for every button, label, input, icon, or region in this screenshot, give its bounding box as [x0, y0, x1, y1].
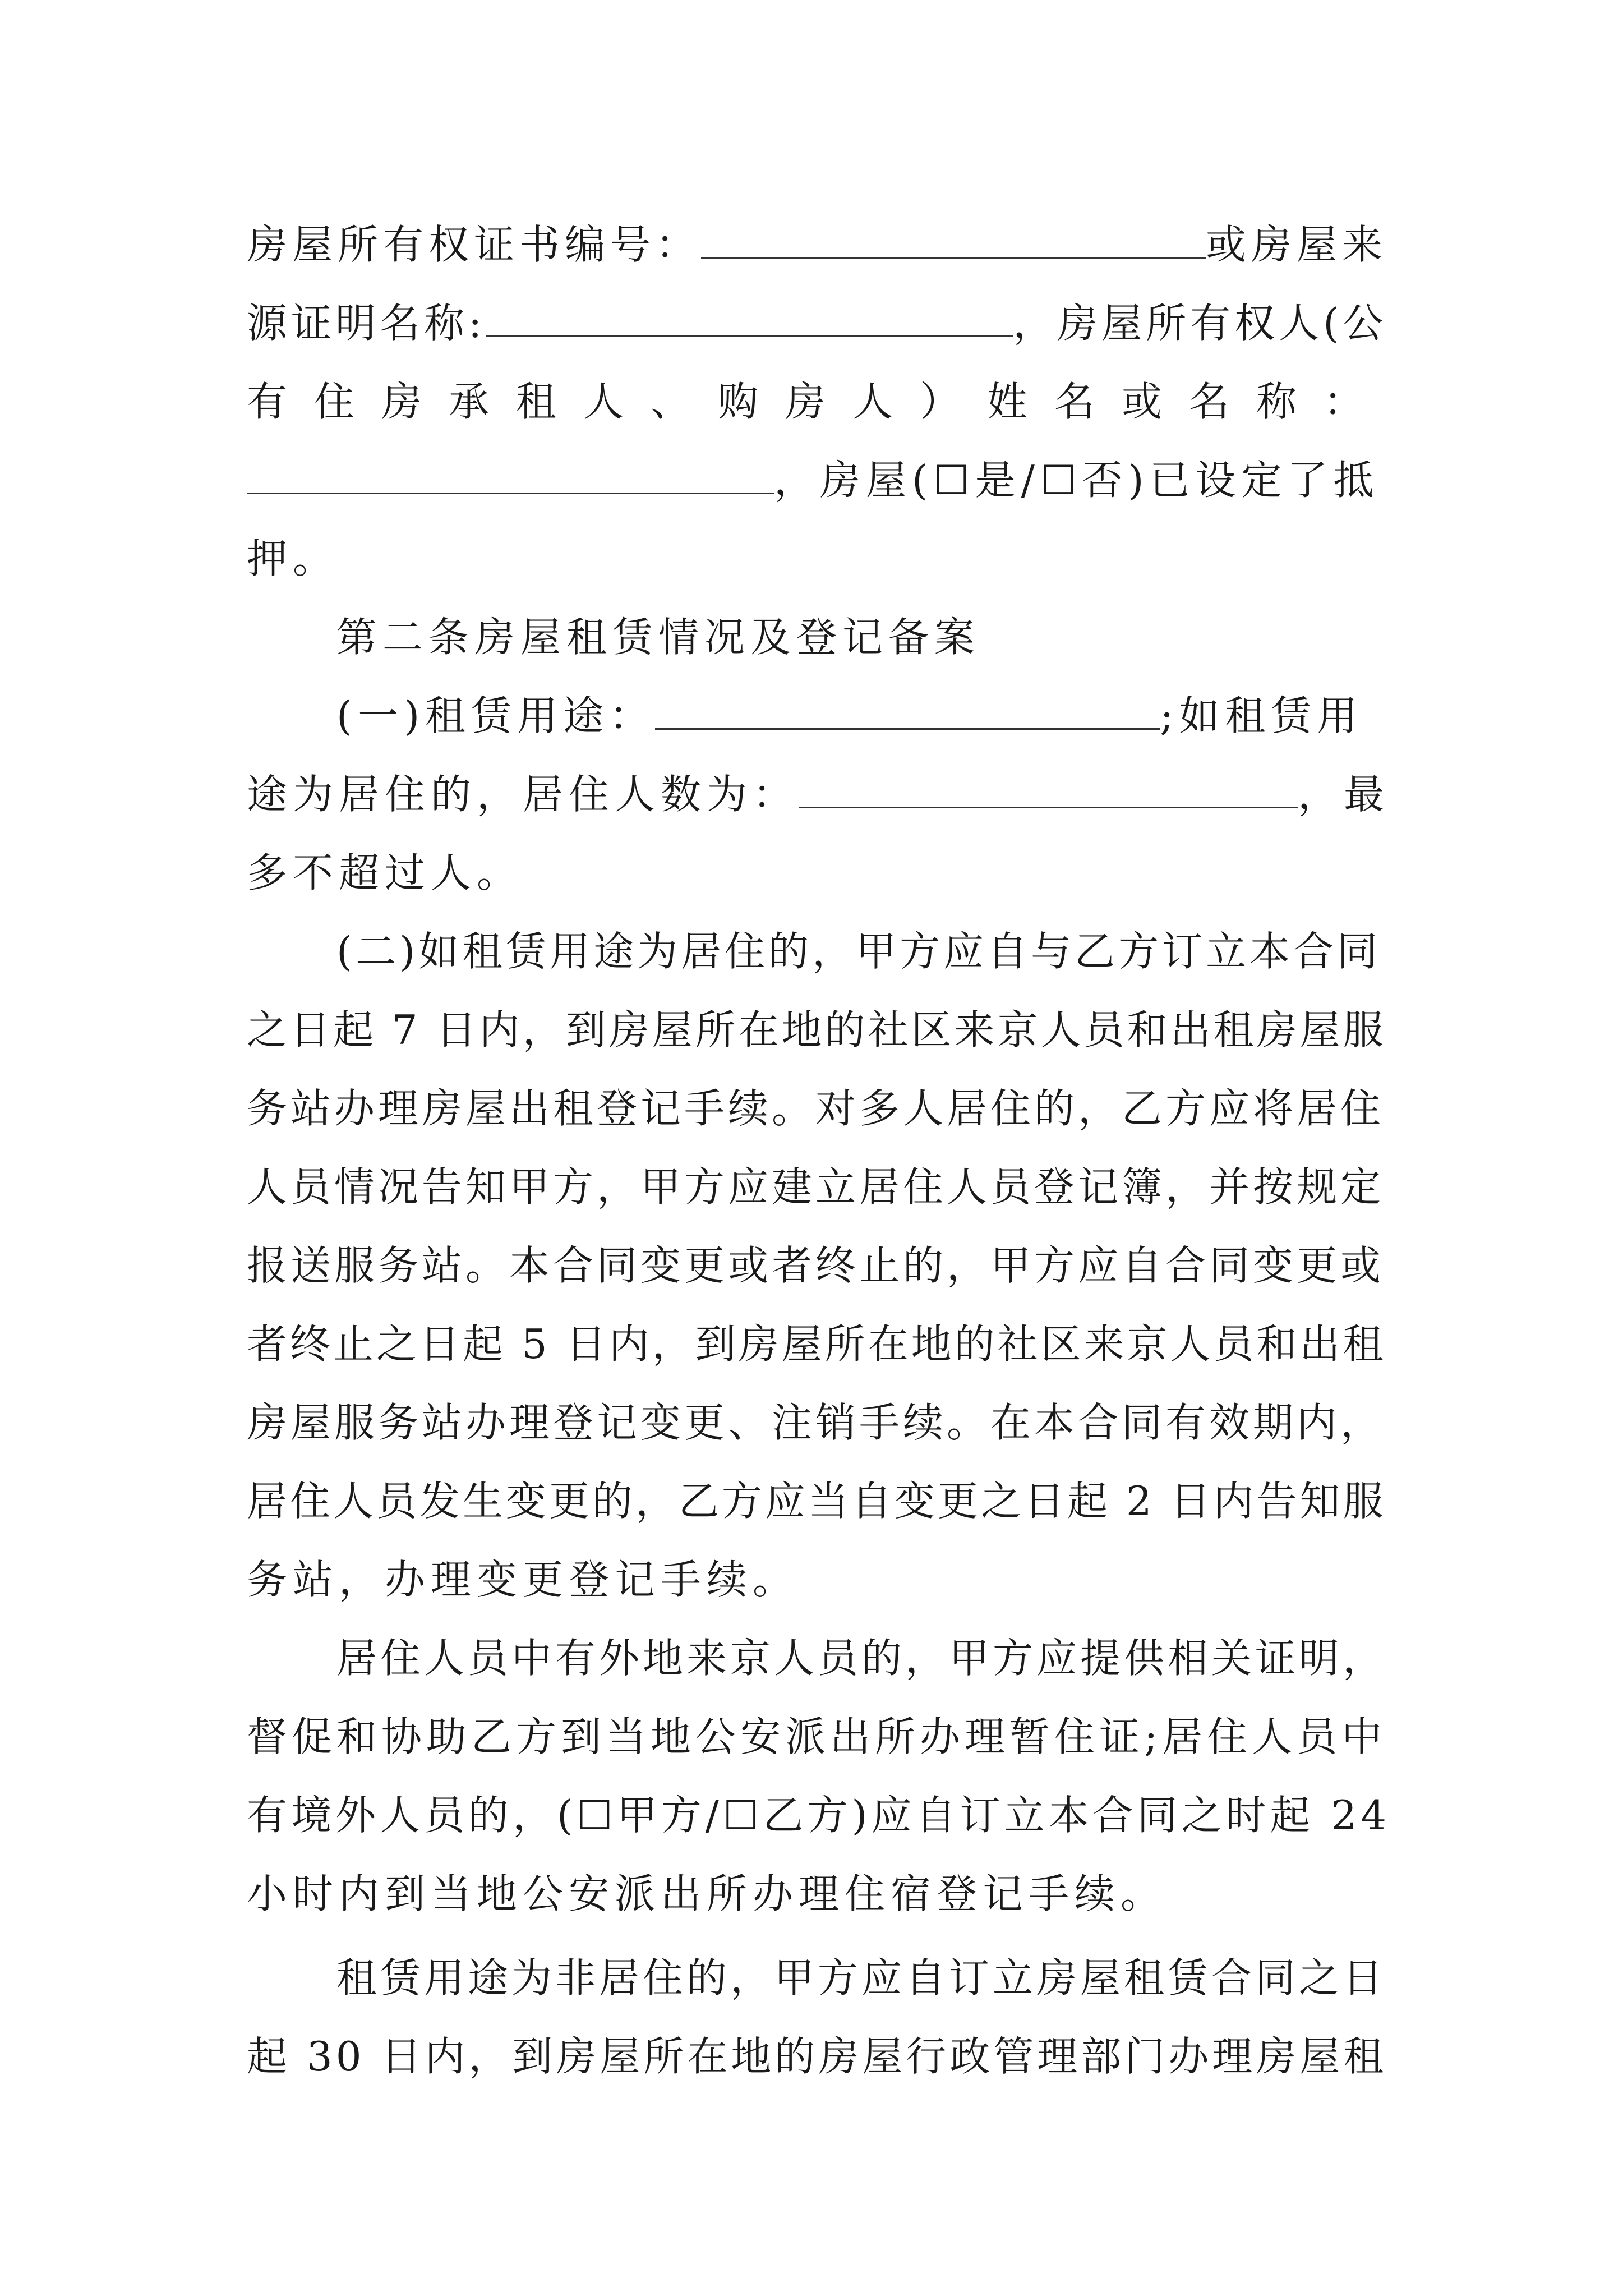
text-fragment: 务站办理房屋出租登记手续。对多人居住的，乙方应将居住 — [247, 1085, 1385, 1132]
text-line — [247, 1148, 1391, 1226]
text-fragment: 人员情况告知甲方，甲方应建立居住人员登记簿，并按规定 — [247, 1163, 1385, 1211]
text-fragment: 房屋服务站办理登记变更、注销手续。在本合同有效期内， — [247, 1399, 1385, 1446]
text-line — [247, 1697, 1391, 1776]
text-fragment: ;如租赁用 — [1160, 692, 1363, 739]
text-fragment: ，房屋所有权人(公 — [1013, 300, 1387, 347]
text-line — [247, 519, 1391, 598]
text-line — [336, 1939, 1391, 2017]
source-proof-label: 源证明名称: — [247, 300, 486, 347]
text-line — [247, 1462, 1391, 1540]
text-line — [247, 1383, 1391, 1462]
text-fragment: 租赁用途为非居住的，甲方应自订立房屋租赁合同之日 — [336, 1954, 1387, 2001]
text-fragment: 或房屋来 — [1206, 221, 1388, 268]
owner-name-label: 有住房承租人、购房人）姓名或名称： — [247, 378, 1391, 425]
lease-purpose-blank[interactable] — [655, 689, 1160, 730]
text-line — [247, 1226, 1391, 1305]
text-fragment: ，最 — [1298, 771, 1390, 818]
occupant-count-label: 途为居住的，居住人数为： — [247, 771, 799, 818]
text-line — [247, 1776, 1391, 1855]
text-line — [247, 362, 1391, 441]
text-fragment: (二)如租赁用途为居住的，甲方应自与乙方订立本合同 — [336, 928, 1381, 975]
text-line — [247, 991, 1391, 1069]
text-line — [247, 1540, 1391, 1619]
text-fragment: 居住人员发生变更的，乙方应当自变更之日起 2 日内告知服 — [247, 1478, 1386, 1525]
mortgage-text: ，房屋(☐是/☐否)已设定了抵 — [774, 457, 1380, 504]
text-line — [247, 1069, 1391, 1148]
text-line — [247, 755, 1391, 834]
text-fragment: 押。 — [247, 535, 339, 582]
text-fragment: 多不超过人。 — [247, 849, 523, 896]
text-fragment: 小时内到当地公安派出所办理住宿登记手续。 — [247, 1870, 1167, 1917]
heading-text: 第二条房屋租赁情况及登记备案 — [336, 614, 981, 661]
text-fragment: 居住人员中有外地来京人员的，甲方应提供相关证明， — [336, 1635, 1387, 1682]
occupant-count-blank[interactable] — [799, 767, 1298, 808]
text-fragment: 者终止之日起 5 日内，到房屋所在地的社区来京人员和出租 — [247, 1320, 1386, 1368]
text-fragment: 起 30 日内，到房屋所在地的房屋行政管理部门办理房屋租 — [247, 2033, 1387, 2080]
text-line — [336, 1619, 1391, 1697]
text-line — [336, 677, 1391, 755]
certificate-number-label: 房屋所有权证书编号： — [247, 221, 702, 268]
lease-purpose-label: (一)租赁用途： — [336, 692, 656, 739]
source-proof-blank[interactable] — [486, 296, 1013, 337]
text-line — [247, 1855, 1391, 1933]
text-line — [247, 834, 1391, 912]
text-fragment: 有境外人员的，(☐甲方/☐乙方)应自订立本合同之时起 24 — [247, 1792, 1391, 1839]
owner-name-blank[interactable] — [247, 453, 774, 494]
section-heading — [336, 598, 1391, 677]
text-line — [247, 2017, 1391, 2096]
text-fragment: 报送服务站。本合同变更或者终止的，甲方应自合同变更或 — [247, 1242, 1385, 1289]
text-line — [247, 284, 1391, 362]
text-line — [336, 912, 1391, 991]
text-line — [247, 205, 1391, 284]
text-fragment: 督促和协助乙方到当地公安派出所办理暂住证;居住人员中 — [247, 1713, 1387, 1760]
text-line — [247, 441, 1391, 519]
text-fragment: 之日起 7 日内，到房屋所在地的社区来京人员和出租房屋服 — [247, 1006, 1386, 1053]
text-fragment: 务站，办理变更登记手续。 — [247, 1556, 799, 1603]
text-line — [247, 1305, 1391, 1383]
certificate-number-blank[interactable] — [701, 218, 1206, 259]
